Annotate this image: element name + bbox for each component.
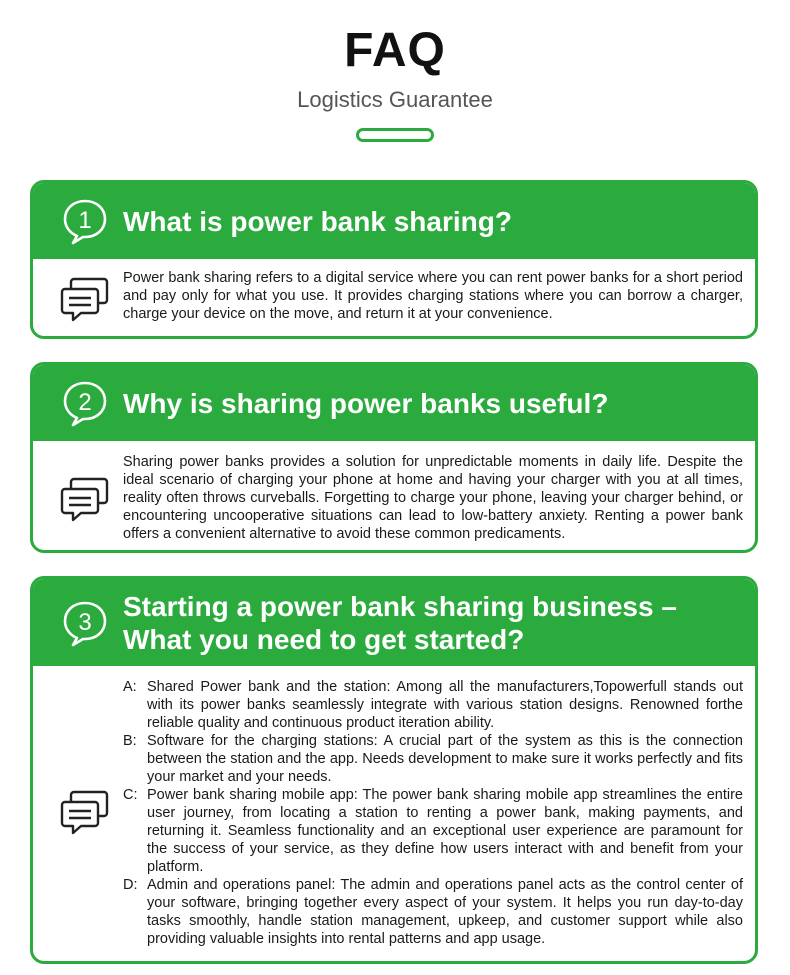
page-title: FAQ: [344, 24, 446, 77]
list-item-text: Software for the charging stations: A crucial part of the system as this is the connection between the station and the app. Needs development to make sure it works perfectly and fits your market and your needs.: [147, 733, 743, 785]
svg-text:2: 2: [78, 389, 92, 416]
faq-card-1: [30, 180, 758, 339]
faq-answer-list: [123, 678, 743, 948]
page-header: [0, 0, 790, 142]
faq-question-bar: [33, 365, 755, 441]
answer-list-item-d: [123, 876, 743, 948]
faq-answer-text: Sharing power banks provides a solution for unpredictable moments in daily life. Despite the ideal scenario of charging your phone at home and having your charger with you at all times, reality often throws curveballs. Forgetting to charge your phone, leaving your charger behind, or encountering uncooperative situations can lead to low-battery anxiety. Renting a power bank offers a convenient alternative to avoid these common predicaments.: [123, 454, 743, 542]
answer-list-item-a: [123, 678, 743, 732]
faq-answer-area: [33, 441, 755, 553]
faq-question-bar: [33, 183, 755, 259]
faq-card-3: [30, 576, 758, 964]
chat-bubbles-icon: [59, 790, 111, 836]
chat-bubbles-icon: [59, 277, 111, 323]
speech-bubble-number-icon: [61, 599, 109, 647]
answer-list-item-c: [123, 786, 743, 876]
svg-text:1: 1: [78, 207, 92, 234]
list-item-text: Power bank sharing mobile app: The power bank sharing mobile app streamlines the entire user journey, from locating a station to renting a power bank, making payments, and returning it. Seamless functionality and an exceptional user experience are paramount for the success of your service, as they define how users interact with and benefit from your platform.: [147, 787, 743, 875]
title-underline-pill: [356, 128, 434, 142]
speech-bubble-number-icon: [61, 379, 109, 427]
svg-text:3: 3: [78, 608, 92, 636]
list-item-letter: B:: [123, 733, 137, 749]
list-item-text: Shared Power bank and the station: Among all the manufacturers,Topowerfull stands out with its power banks seamlessly integrate with various station designs. Renowned forthe reliable quality and continuous product iteration ability.: [147, 679, 743, 731]
list-item-letter: A:: [123, 679, 137, 695]
list-item-text: Admin and operations panel: The admin and operations panel acts as the control center of your software, bringing together every aspect of your system. It helps you run day-to-day tasks smoothly, handle station management, upkeep, and customer support while also providing valuable insights into rental patterns and app usage.: [147, 877, 743, 947]
faq-question: What is power bank sharing?: [123, 205, 512, 237]
faq-question: Why is sharing power banks useful?: [123, 387, 609, 419]
faq-question-bar: [33, 579, 755, 666]
list-item-letter: D:: [123, 877, 138, 893]
chat-bubbles-icon: [59, 477, 111, 523]
faq-question: Starting a power bank sharing business – What you need to get started?: [123, 590, 677, 655]
faq-answer-area: [33, 666, 755, 961]
faq-answer-area: [33, 259, 755, 339]
speech-bubble-number-icon: [61, 197, 109, 245]
page-subtitle: Logistics Guarantee: [297, 87, 493, 112]
faq-card-2: [30, 362, 758, 553]
list-item-letter: C:: [123, 787, 138, 803]
faq-answer-text: Power bank sharing refers to a digital service where you can rent power banks for a short period and pay only for what you use. It provides charging stations where you can borrow a charger, charge your device on the move, and return it at your convenience.: [123, 270, 743, 322]
answer-list-item-b: [123, 732, 743, 786]
